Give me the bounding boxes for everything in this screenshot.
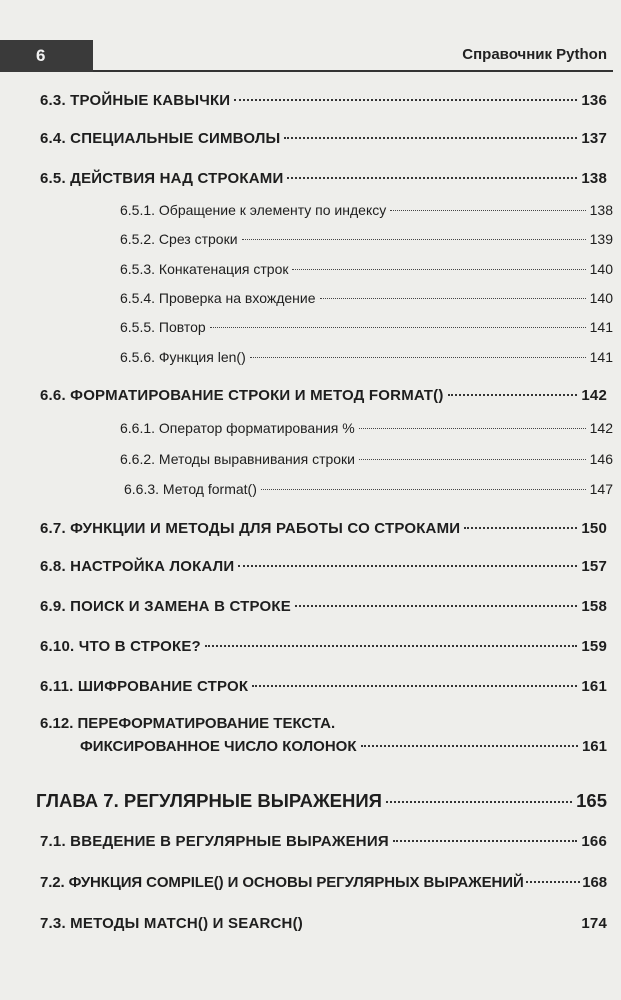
leader-dots — [292, 269, 585, 270]
toc-entry-7-2 — [40, 874, 607, 891]
toc-page-number: 166 — [581, 833, 607, 850]
book-title: Справочник Python — [462, 46, 607, 63]
toc-page-number: 150 — [581, 520, 607, 537]
toc-page-number: 159 — [581, 638, 607, 655]
toc-label: 6.11. ШИФРОВАНИЕ СТРОК — [40, 678, 249, 695]
toc-label: 6.6. ФОРМАТИРОВАНИЕ СТРОКИ И МЕТОД FORMAT() — [40, 387, 444, 404]
leader-dots — [393, 840, 578, 842]
toc-label: 6.5.5. Повтор — [120, 319, 206, 335]
toc-label: 6.8. НАСТРОЙКА ЛОКАЛИ — [40, 558, 235, 575]
leader-dots — [205, 645, 577, 647]
toc-label: 6.6.1. Оператор форматирования % — [120, 420, 355, 436]
leader-dots — [287, 177, 577, 179]
toc-entry-6-6 — [40, 387, 607, 404]
toc-entry-7-3 — [40, 915, 607, 932]
toc-label: ФИКСИРОВАННОЕ ЧИСЛО КОЛОНОК — [80, 738, 357, 755]
toc-entry-6-6-2 — [120, 451, 613, 467]
toc-page-number: 137 — [581, 130, 607, 147]
toc-label: 6.5. ДЕЙСТВИЯ НАД СТРОКАМИ — [40, 170, 284, 187]
toc-entry-6-5-5 — [120, 319, 613, 335]
leader-dots — [359, 459, 586, 460]
toc-page-number: 168 — [582, 874, 607, 891]
toc-entry-6-5-1 — [120, 202, 613, 218]
toc-entry-6-12 — [80, 738, 607, 755]
leader-dots — [320, 298, 586, 299]
toc-entry-6-5 — [40, 170, 607, 187]
toc-label: 6.3. ТРОЙНЫЕ КАВЫЧКИ — [40, 92, 231, 109]
toc-page-number: 142 — [581, 387, 607, 404]
leader-dots — [238, 565, 577, 567]
toc-entry-6-5-2 — [120, 231, 613, 247]
leader-dots — [210, 327, 586, 328]
leader-dots — [252, 685, 577, 687]
toc-label: 6.5.3. Конкатенация строк — [120, 261, 289, 277]
toc-label: 7.2. ФУНКЦИЯ COMPILE() И ОСНОВЫ РЕГУЛЯРНЫХ ВЫРАЖЕНИЙ — [40, 874, 524, 891]
toc-label: 6.7. ФУНКЦИИ И МЕТОДЫ ДЛЯ РАБОТЫ СО СТРОКАМИ — [40, 520, 461, 537]
toc-entry-6-5-6 — [120, 349, 613, 365]
page-number: 6 — [36, 46, 46, 65]
header-rule — [93, 70, 613, 72]
toc-label: 6.10. ЧТО В СТРОКЕ? — [40, 638, 201, 655]
toc-label: 6.6.2. Методы выравнивания строки — [120, 451, 355, 467]
toc-entry-6-5-3 — [120, 261, 613, 277]
leader-dots — [386, 801, 572, 803]
toc-page-number: 140 — [589, 261, 613, 277]
toc-page-number: 161 — [581, 738, 607, 755]
leader-dots — [464, 527, 577, 529]
leader-dots — [234, 99, 577, 101]
leader-dots — [250, 357, 586, 358]
leader-dots — [359, 428, 586, 429]
toc-page-number: 147 — [589, 481, 613, 497]
toc-entry-6-7 — [40, 520, 607, 537]
toc-page-number: 157 — [581, 558, 607, 575]
toc-entry-6-5-4 — [120, 290, 613, 306]
toc-page-number: 136 — [581, 92, 607, 109]
toc-entry-6-10 — [40, 638, 607, 655]
toc-entry-6-6-1 — [120, 420, 613, 436]
toc-page-number: 138 — [581, 170, 607, 187]
leader-dots — [526, 881, 581, 883]
toc-label: 7.3. МЕТОДЫ MATCH() И SEARCH() — [40, 915, 303, 932]
toc-label: ГЛАВА 7. РЕГУЛЯРНЫЕ ВЫРАЖЕНИЯ — [36, 790, 382, 811]
toc-page-number: 141 — [589, 349, 613, 365]
leader-dots — [390, 210, 585, 211]
toc-page-number: 138 — [589, 202, 613, 218]
toc-entry-6-11 — [40, 678, 607, 695]
toc-label: 7.1. ВВЕДЕНИЕ В РЕГУЛЯРНЫЕ ВЫРАЖЕНИЯ — [40, 833, 389, 850]
toc-entry-6-8 — [40, 558, 607, 575]
toc-label: 6.5.4. Проверка на вхождение — [120, 290, 316, 306]
leader-dots — [242, 239, 586, 240]
toc-chapter-7 — [36, 790, 607, 812]
page-number-box — [0, 40, 93, 72]
toc-entry-6-6-3 — [124, 481, 613, 497]
toc-page-number: 174 — [581, 915, 607, 932]
toc-entry-6-3 — [40, 92, 607, 109]
leader-dots — [295, 605, 577, 607]
toc-label: 6.5.6. Функция len() — [120, 349, 246, 365]
toc-page-number: 165 — [576, 790, 607, 811]
toc-label: 6.4. СПЕЦИАЛЬНЫЕ СИМВОЛЫ — [40, 130, 281, 147]
leader-dots — [361, 745, 578, 747]
toc-page-number: 161 — [581, 678, 607, 695]
toc-label: 6.6.3. Метод format() — [124, 481, 257, 497]
toc-page-number: 140 — [589, 290, 613, 306]
toc-page-number: 139 — [589, 231, 613, 247]
toc-entry-7-1 — [40, 833, 607, 850]
toc-entry-6-12-line1: 6.12. ПЕРЕФОРМАТИРОВАНИЕ ТЕКСТА. — [40, 715, 336, 732]
toc-page-number: 141 — [589, 319, 613, 335]
leader-dots — [284, 137, 577, 139]
toc-label: 6.5.1. Обращение к элементу по индексу — [120, 202, 387, 218]
toc-entry-6-4 — [40, 130, 607, 147]
leader-dots — [448, 394, 578, 396]
toc-entry-6-9 — [40, 598, 607, 615]
toc-page-number: 146 — [589, 451, 613, 467]
leader-dots — [261, 489, 586, 490]
toc-page-number: 142 — [589, 420, 613, 436]
toc-label: 6.5.2. Срез строки — [120, 231, 238, 247]
leader-dots — [307, 922, 577, 924]
toc-page-number: 158 — [581, 598, 607, 615]
toc-label: 6.9. ПОИСК И ЗАМЕНА В СТРОКЕ — [40, 598, 291, 615]
